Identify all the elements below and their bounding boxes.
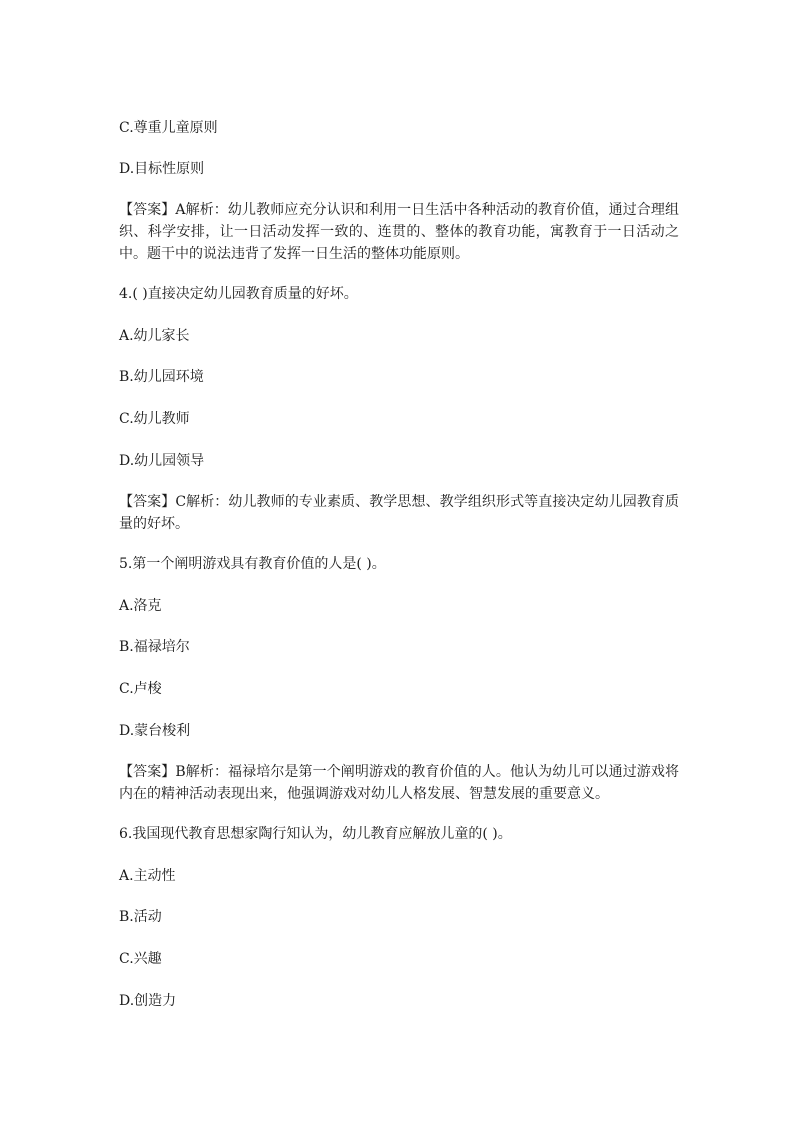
q6-question: 6.我国现代教育思想家陶行知认为，幼儿教育应解放儿童的( )。	[119, 826, 512, 842]
q5-option-c: C.卢梭	[119, 681, 162, 697]
q4-option-a: A.幼儿家长	[119, 328, 190, 344]
q5-option-d: D.蒙台梭利	[119, 723, 191, 739]
q4-question: 4.( )直接决定幼儿园教育质量的好坏。	[119, 286, 358, 302]
q6-option-c: C.兴趣	[119, 951, 162, 967]
q4-option-d: D.幼儿园领导	[119, 453, 205, 469]
q4-option-b: B.幼儿园环境	[119, 369, 204, 385]
q6-option-d: D.创造力	[119, 993, 177, 1009]
q6-option-a: A.主动性	[119, 868, 176, 884]
q4-answer: 【答案】C解析：幼儿教师的专业素质、教学思想、教学组织形式等直接决定幼儿园教育质量的好坏。	[119, 494, 679, 532]
q3-answer: 【答案】A解析：幼儿教师应充分认识和利用一日生活中各种活动的教育价值，通过合理组织、科学安排，让一日活动发挥一致的、连贯的、整体的教育功能，寓教育于一日活动之中。题干中的说法违背了发挥一日生活的整体功能原则。	[119, 202, 679, 262]
q4-option-c: C.幼儿教师	[119, 411, 190, 427]
q5-option-b: B.福禄培尔	[119, 639, 190, 655]
q5-question: 5.第一个阐明游戏具有教育价值的人是( )。	[119, 556, 386, 572]
q3-option-d: D.目标性原则	[119, 161, 205, 177]
q6-option-b: B.活动	[119, 909, 162, 925]
q5-option-a: A.洛克	[119, 598, 162, 614]
q3-option-c: C.尊重儿童原则	[119, 120, 218, 136]
q5-answer: 【答案】B解析：福禄培尔是第一个阐明游戏的教育价值的人。他认为幼儿可以通过游戏将内在的精神活动表现出来，他强调游戏对幼儿人格发展、智慧发展的重要意义。	[119, 764, 679, 802]
